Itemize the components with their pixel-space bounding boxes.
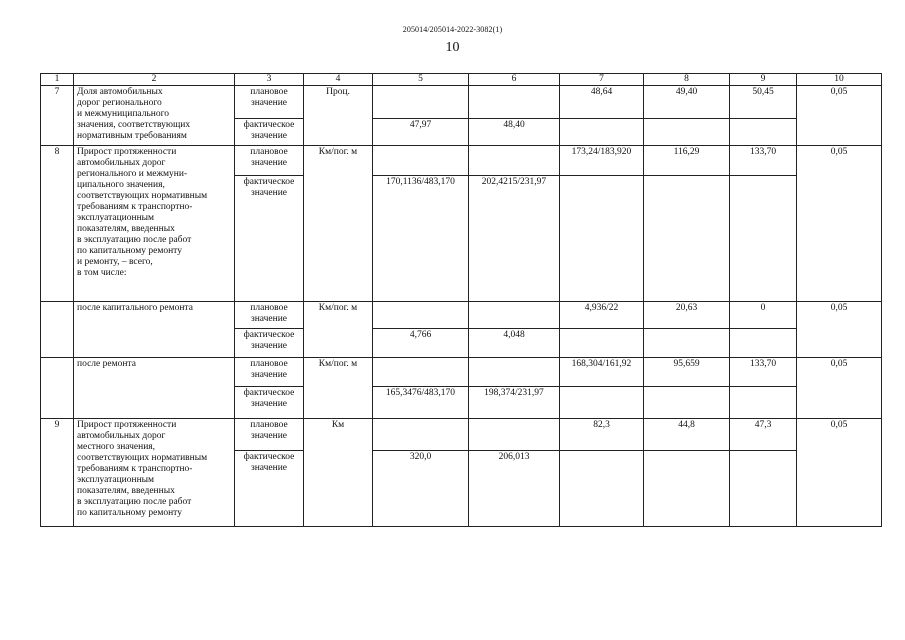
fact-value-c7 [560, 176, 644, 302]
fact-value-c5: 320,0 [373, 451, 469, 527]
fact-value-c8 [644, 329, 730, 358]
plan-value-c5 [373, 358, 469, 387]
column-header: 8 [644, 74, 730, 86]
plan-value-c9: 50,45 [730, 86, 797, 119]
value-type-label: плановое значение [235, 419, 304, 451]
value-type-label: фактическое значение [235, 451, 304, 527]
column-header: 3 [235, 74, 304, 86]
weight-cell: 0,05 [797, 302, 882, 358]
column-header: 2 [74, 74, 235, 86]
plan-value-c6 [469, 146, 560, 176]
column-header: 1 [41, 74, 74, 86]
plan-value-c7: 168,304/161,92 [560, 358, 644, 387]
document-id: 205014/205014-2022-3082(1) [402, 25, 503, 34]
fact-value-c8 [644, 176, 730, 302]
plan-value-c5 [373, 146, 469, 176]
plan-value-c8: 44,8 [644, 419, 730, 451]
fact-value-c5: 4,766 [373, 329, 469, 358]
weight-cell: 0,05 [797, 358, 882, 419]
plan-value-c7: 4,936/22 [560, 302, 644, 329]
indicator-row-plan [41, 358, 882, 387]
unit-cell: Км/пог. м [304, 302, 373, 358]
weight-cell: 0,05 [797, 146, 882, 302]
indicator-name: Прирост протяженности автомобильных дорог регионального и межмуни- ципального значения, соответствующих нормативным требованиям к транспортно- эксплуатационным показателям, введенных в эксплуатацию после работ по капитальному ремонту и ремонту, – всего, в том числе: [74, 146, 235, 302]
plan-value-c8: 49,40 [644, 86, 730, 119]
indicator-row-plan [41, 302, 882, 329]
fact-value-c8 [644, 387, 730, 419]
plan-value-c8: 20,63 [644, 302, 730, 329]
plan-value-c9: 47,3 [730, 419, 797, 451]
indicator-name: Доля автомобильных дорог регионального и межмуниципального значения, соответствующих нормативным требованиям [74, 86, 235, 146]
fact-value-c9 [730, 451, 797, 527]
fact-value-c9 [730, 119, 797, 146]
value-type-label: плановое значение [235, 146, 304, 176]
unit-cell: Проц. [304, 86, 373, 146]
plan-value-c7: 48,64 [560, 86, 644, 119]
plan-value-c8: 116,29 [644, 146, 730, 176]
fact-value-c6: 48,40 [469, 119, 560, 146]
fact-value-c9 [730, 387, 797, 419]
value-type-label: фактическое значение [235, 387, 304, 419]
plan-value-c6 [469, 358, 560, 387]
plan-value-c9: 133,70 [730, 358, 797, 387]
indicator-row-plan [41, 86, 882, 119]
fact-value-c8 [644, 451, 730, 527]
plan-value-c6 [469, 419, 560, 451]
value-type-label: фактическое значение [235, 329, 304, 358]
column-header: 7 [560, 74, 644, 86]
fact-value-c6: 202,4215/231,97 [469, 176, 560, 302]
weight-cell: 0,05 [797, 419, 882, 527]
value-type-label: фактическое значение [235, 119, 304, 146]
indicator-name: после ремонта [74, 358, 235, 419]
column-number-row [41, 74, 882, 86]
value-type-label: плановое значение [235, 302, 304, 329]
fact-value-c6: 198,374/231,97 [469, 387, 560, 419]
plan-value-c6 [469, 86, 560, 119]
fact-value-c9 [730, 176, 797, 302]
row-number [41, 358, 74, 419]
indicator-row-plan [41, 419, 882, 451]
indicator-name: Прирост протяженности автомобильных дорог местного значения, соответствующих нормативным требованиям к транспортно- эксплуатационным показателям, введенных в эксплуатацию после работ по капитальному ремонту [74, 419, 235, 527]
fact-value-c6: 206,013 [469, 451, 560, 527]
column-header: 4 [304, 74, 373, 86]
unit-cell: Км/пог. м [304, 146, 373, 302]
fact-value-c6: 4,048 [469, 329, 560, 358]
plan-value-c9: 0 [730, 302, 797, 329]
plan-value-c5 [373, 302, 469, 329]
plan-value-c5 [373, 419, 469, 451]
fact-value-c7 [560, 329, 644, 358]
value-type-label: плановое значение [235, 358, 304, 387]
row-number [41, 302, 74, 358]
column-header: 6 [469, 74, 560, 86]
fact-value-c5: 47,97 [373, 119, 469, 146]
weight-cell: 0,05 [797, 86, 882, 146]
row-number: 8 [41, 146, 74, 302]
fact-value-c7 [560, 387, 644, 419]
page-number: 10 [445, 40, 460, 55]
unit-cell: Км [304, 419, 373, 527]
value-type-label: плановое значение [235, 86, 304, 119]
fact-value-c9 [730, 329, 797, 358]
fact-value-c7 [560, 451, 644, 527]
fact-value-c7 [560, 119, 644, 146]
row-number: 7 [41, 86, 74, 146]
plan-value-c6 [469, 302, 560, 329]
fact-value-c5: 170,1136/483,170 [373, 176, 469, 302]
fact-value-c5: 165,3476/483,170 [373, 387, 469, 419]
indicator-table [40, 73, 882, 527]
plan-value-c7: 82,3 [560, 419, 644, 451]
fact-value-c8 [644, 119, 730, 146]
plan-value-c9: 133,70 [730, 146, 797, 176]
value-type-label: фактическое значение [235, 176, 304, 302]
indicator-name: после капитального ремонта [74, 302, 235, 358]
plan-value-c5 [373, 86, 469, 119]
indicator-row-plan [41, 146, 882, 176]
column-header: 9 [730, 74, 797, 86]
column-header: 5 [373, 74, 469, 86]
plan-value-c8: 95,659 [644, 358, 730, 387]
column-header: 10 [797, 74, 882, 86]
unit-cell: Км/пог. м [304, 358, 373, 419]
plan-value-c7: 173,24/183,920 [560, 146, 644, 176]
row-number: 9 [41, 419, 74, 527]
